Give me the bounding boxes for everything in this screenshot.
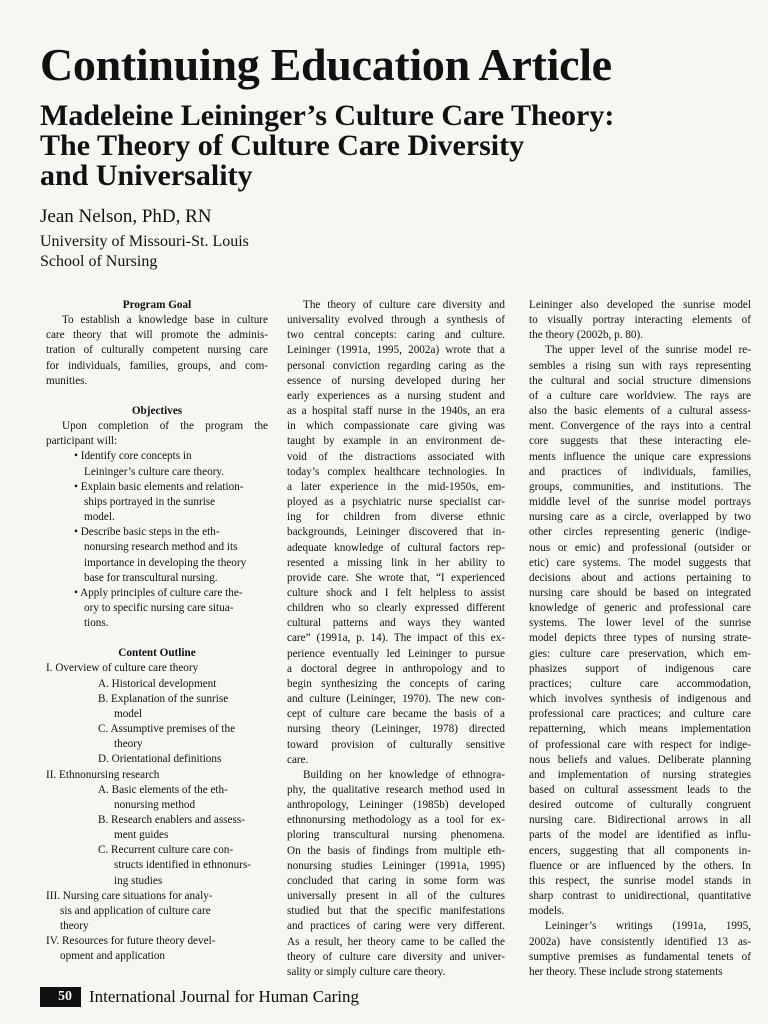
- body-line: nonursing studies Leininger (1991a, 1995): [287, 859, 505, 872]
- body-line: her theory. These include strong statements: [529, 965, 723, 978]
- outline-section: [46, 934, 268, 964]
- content-outline-list: [46, 661, 268, 964]
- outline-line: D. Orientational definitions: [98, 753, 222, 766]
- section-title: Continuing Education Article: [40, 39, 612, 90]
- objective-item: [46, 586, 268, 631]
- content-outline-heading: Content Outline: [118, 647, 196, 660]
- body-line: ployed as a psychiatric nurse specialist car-: [287, 496, 505, 509]
- body-line: ments influence the unique care expressions: [529, 450, 751, 463]
- body-line: On the basis of findings from multiple eth-: [287, 844, 505, 857]
- author-name: Jean Nelson, PhD, RN: [40, 206, 212, 227]
- objectives-intro: [46, 419, 268, 449]
- body-paragraph: [529, 343, 751, 919]
- body-line: today’s complex healthcare technologies. In: [287, 465, 505, 478]
- body-line: nous beliefs and values. Deliberate planning: [529, 753, 751, 766]
- body-line: model depicts three types of nursing strate-: [529, 632, 751, 645]
- objective-line: model.: [84, 511, 115, 524]
- body-line: and practices of individuals, families,: [529, 465, 751, 478]
- body-line: in which compassionate care giving was: [287, 420, 505, 433]
- body-line: to visually portray interacting elements of: [529, 314, 751, 327]
- outline-line: IV. Resources for future theory devel-: [46, 935, 216, 948]
- body-line: nursing theory (Leininger, 1978) directed: [287, 723, 505, 736]
- body-line: early experiences as a nursing student and: [287, 389, 505, 402]
- body-line: and culture (Leininger, 1970). The new con-: [287, 693, 505, 706]
- body-line: and practices of caring were very different.: [287, 920, 505, 933]
- body-line: middle level of the sunrise model portrays: [529, 496, 751, 509]
- body-line: gies: culture care preservation, which em-: [529, 647, 751, 660]
- body-line: ment. Convergence of the rays into a central: [529, 420, 751, 433]
- body-line: adequate knowledge of cultural factors rep-: [287, 541, 505, 554]
- body-line: personal conviction regarding caring as the: [287, 359, 505, 372]
- body-line: provide care. She wrote that, “I experienced: [287, 571, 505, 584]
- author-affiliation: [40, 232, 249, 272]
- outline-line: sis and application of culture care: [60, 904, 211, 917]
- outline-line: C. Assumptive premises of the: [98, 723, 236, 736]
- outline-line: C. Recurrent culture care con-: [98, 844, 234, 857]
- body-line: the cultural and social structure dimensions: [529, 374, 751, 387]
- outline-subsection: [46, 843, 268, 888]
- outline-line: model: [114, 707, 142, 720]
- body-line: Leininger’s writings (1991a, 1995,: [545, 920, 751, 933]
- outline-line: B. Explanation of the sunrise: [98, 692, 229, 705]
- program-goal-line: To establish a knowledge base in culture: [62, 314, 268, 327]
- body-line: Building on her knowledge of ethnogra-: [303, 768, 505, 781]
- body-line: systems. The lower level of the sunrise: [529, 617, 751, 630]
- body-paragraph: [529, 919, 751, 980]
- article-title-line: Madeleine Leininger’s Culture Care Theory:: [40, 99, 615, 132]
- objective-line: ory to specific nursing care situa-: [84, 601, 234, 614]
- objective-item: [46, 449, 268, 479]
- body-line: of professional care with respect for indige-: [529, 738, 751, 751]
- body-line: decisions about and actions pertaining to: [529, 571, 751, 584]
- body-line: nursing care as a circle, overlapped by two: [529, 511, 751, 524]
- body-line: essence of nursing developed during her: [287, 374, 505, 387]
- body-paragraph: [287, 768, 505, 980]
- body-line: concluded that caring in some form was: [287, 874, 505, 887]
- body-line: nursing care. Bidirectional arrows in all: [529, 814, 751, 827]
- body-line: fluence or are influenced by the others. In: [529, 859, 751, 872]
- outline-section: [46, 661, 268, 676]
- body-line: professional care practices; and culture care: [529, 708, 751, 721]
- body-line: two central concepts: caring and culture.: [287, 329, 505, 342]
- objective-line: • Apply principles of culture care the-: [74, 586, 243, 599]
- body-line: ploring transcultural nursing phenomena.: [287, 829, 505, 842]
- body-line: nursing care should be based on integrated: [529, 586, 751, 599]
- body-line: begin synthesizing the concepts of caring: [287, 677, 505, 690]
- outline-line: theory: [114, 738, 143, 751]
- outline-line: A. Basic elements of the eth-: [98, 783, 228, 796]
- article-title: [40, 101, 760, 191]
- body-line: etic) care systems. The model suggests that: [529, 556, 751, 569]
- body-line: toward provision of culturally sensitive: [287, 738, 505, 751]
- body-line: sumptive premises as fundamental tenets of: [529, 950, 751, 963]
- outline-line: structs identified in ethnonurs-: [114, 859, 252, 872]
- body-line: parts of the model are identified as influ-: [529, 829, 751, 842]
- body-column-2: [287, 298, 505, 980]
- body-line: Leininger (1991a, 1995, 2002a) wrote that a: [287, 344, 505, 357]
- body-line: of a culture care worldview. The rays are: [529, 389, 751, 402]
- page-number: 50: [40, 987, 81, 1007]
- body-line: groups, communities, and institutions. The: [529, 480, 751, 493]
- affiliation-line: School of Nursing: [40, 253, 158, 270]
- body-line: a doctoral degree in anthropology and to: [287, 662, 505, 675]
- body-line: Leininger also developed the sunrise model: [529, 299, 751, 311]
- outline-subsection: [46, 677, 268, 692]
- body-line: desired outcome of culturally congruent: [529, 799, 751, 812]
- body-line: which involves synthesis of indigenous and: [529, 693, 751, 706]
- outline-line: nonursing method: [114, 798, 196, 811]
- body-line: other circles representing generic (indige-: [529, 526, 751, 539]
- program-goal-line: tration of culturally competent nursing care: [46, 344, 268, 357]
- body-line: ing for children from diverse ethnic: [287, 511, 505, 524]
- objective-item: [46, 480, 268, 525]
- body-line: this respect, the sunrise model stands in: [529, 874, 751, 887]
- body-line: phy, the qualitative research method used in: [287, 784, 505, 796]
- body-line: The theory of culture care diversity and: [303, 299, 505, 311]
- body-line: ethnonursing methodology as a tool for ex-: [287, 814, 505, 827]
- objectives-intro-line: participant will:: [46, 435, 118, 448]
- body-line: universality evolved through a synthesis of: [287, 314, 505, 327]
- body-line: children who so clearly expressed different: [287, 602, 505, 615]
- objective-line: • Explain basic elements and relation-: [74, 480, 244, 493]
- body-line: core suggests that these interacting ele-: [529, 435, 751, 448]
- body-line: care.: [287, 753, 309, 766]
- body-line: void of the distractions associated with: [287, 450, 505, 463]
- body-line: resented a missing link in her ability to: [287, 556, 505, 569]
- body-line: studied but that the specific manifestations: [287, 905, 505, 918]
- program-sidebar: [46, 298, 268, 965]
- article-title-line: The Theory of Culture Care Diversity: [40, 129, 525, 162]
- body-line: based on cultural assessment leads to the: [529, 784, 751, 796]
- outline-section: [46, 768, 268, 783]
- outline-subsection: [46, 783, 268, 813]
- body-line: culture shock and I felt helpless to assist: [287, 586, 505, 599]
- body-line: as a hospital staff nurse in the 1940s, an era: [287, 405, 505, 418]
- outline-line: II. Ethnonursing research: [46, 768, 160, 781]
- objective-line: • Identify core concepts in: [74, 450, 192, 463]
- objective-line: ships portrayed in the sunrise: [84, 495, 216, 508]
- outline-subsection: [46, 692, 268, 722]
- body-line: sality or simply culture care theory.: [287, 965, 446, 978]
- outline-subsection: [46, 722, 268, 752]
- page-footer: [40, 987, 359, 1007]
- objective-line: importance in developing the theory: [84, 556, 247, 569]
- program-goal-line: munities.: [46, 374, 88, 387]
- outline-subsection: [46, 813, 268, 843]
- body-line: universally present in all of the cultures: [287, 890, 505, 903]
- body-paragraph: [287, 298, 505, 768]
- program-goal-line: for individuals, families, groups, and com-: [46, 359, 268, 372]
- body-line: The upper level of the sunrise model re-: [545, 344, 751, 357]
- affiliation-line: University of Missouri-St. Louis: [40, 233, 249, 250]
- outline-section: [46, 889, 268, 934]
- body-line: phasizes support of indigenous care: [529, 662, 751, 675]
- outline-line: ment guides: [114, 829, 169, 842]
- outline-line: A. Historical development: [98, 677, 217, 690]
- objective-line: tions.: [84, 617, 109, 630]
- body-line: models.: [529, 905, 565, 918]
- body-line: cultural patterns and ways they wanted: [287, 617, 505, 630]
- program-goal-line: care theory that will promote the adminis-: [46, 329, 268, 342]
- body-line: backgrounds, Leininger discovered that in-: [287, 526, 505, 539]
- body-paragraph: [529, 298, 751, 343]
- objective-line: nonursing research method and its: [84, 541, 238, 554]
- body-line: care” (1991a, p. 14). The impact of this ex-: [287, 632, 505, 645]
- objective-line: base for transcultural nursing.: [84, 571, 218, 584]
- journal-name: International Journal for Human Caring: [89, 987, 360, 1006]
- body-line: 2002a) have consistently identified 13 as-: [529, 935, 751, 948]
- program-goal-text: [46, 313, 268, 389]
- body-column-3: [529, 298, 751, 980]
- body-line: perience eventually led Leininger to pursue: [287, 647, 505, 660]
- objective-line: • Describe basic steps in the eth-: [74, 526, 220, 539]
- body-line: anthropology, Leininger (1985b) developed: [287, 799, 505, 812]
- body-line: practices; culture care accommodation,: [529, 677, 751, 690]
- outline-subsection: [46, 752, 268, 767]
- objective-line: Leininger’s culture care theory.: [84, 465, 225, 478]
- outline-line: ing studies: [114, 874, 163, 887]
- objectives-list: [46, 449, 268, 631]
- objectives-heading: Objectives: [131, 404, 183, 417]
- body-line: repatterning, which means implementation: [529, 723, 751, 736]
- body-line: theory of culture care diversity and univer-: [287, 950, 505, 963]
- body-line: sharp contrast to unidirectional, quantitative: [529, 890, 751, 903]
- body-line: a later experience in the mid-1950s, em-: [287, 480, 505, 493]
- body-line: also the basic elements of a cultural assess-: [529, 405, 751, 418]
- objectives-intro-line: Upon completion of the program the: [62, 420, 268, 433]
- outline-line: B. Research enablers and assess-: [98, 814, 245, 826]
- body-line: encers, suggesting that all components in-: [529, 844, 751, 857]
- outline-line: theory: [60, 920, 89, 933]
- body-line: taught by example in an environment de-: [287, 435, 505, 448]
- outline-line: I. Overview of culture care theory: [46, 662, 199, 675]
- body-line: knowledge of generic and professional care: [529, 602, 751, 615]
- body-line: nous or emic) and professional (outsider or: [529, 541, 751, 554]
- outline-line: opment and application: [60, 950, 166, 963]
- article-title-line: and Universality: [40, 159, 253, 192]
- body-line: sembles a rising sun with rays representing: [529, 359, 751, 372]
- outline-line: III. Nursing care situations for analy-: [46, 889, 213, 902]
- objective-item: [46, 525, 268, 586]
- body-line: As a result, her theory came to be called the: [287, 935, 505, 948]
- body-line: the theory (2002b, p. 80).: [529, 329, 644, 342]
- program-goal-heading: Program Goal: [122, 299, 192, 311]
- body-line: cept of culture care became the basis of a: [287, 708, 505, 721]
- body-line: and implementation of nursing strategies: [529, 768, 751, 781]
